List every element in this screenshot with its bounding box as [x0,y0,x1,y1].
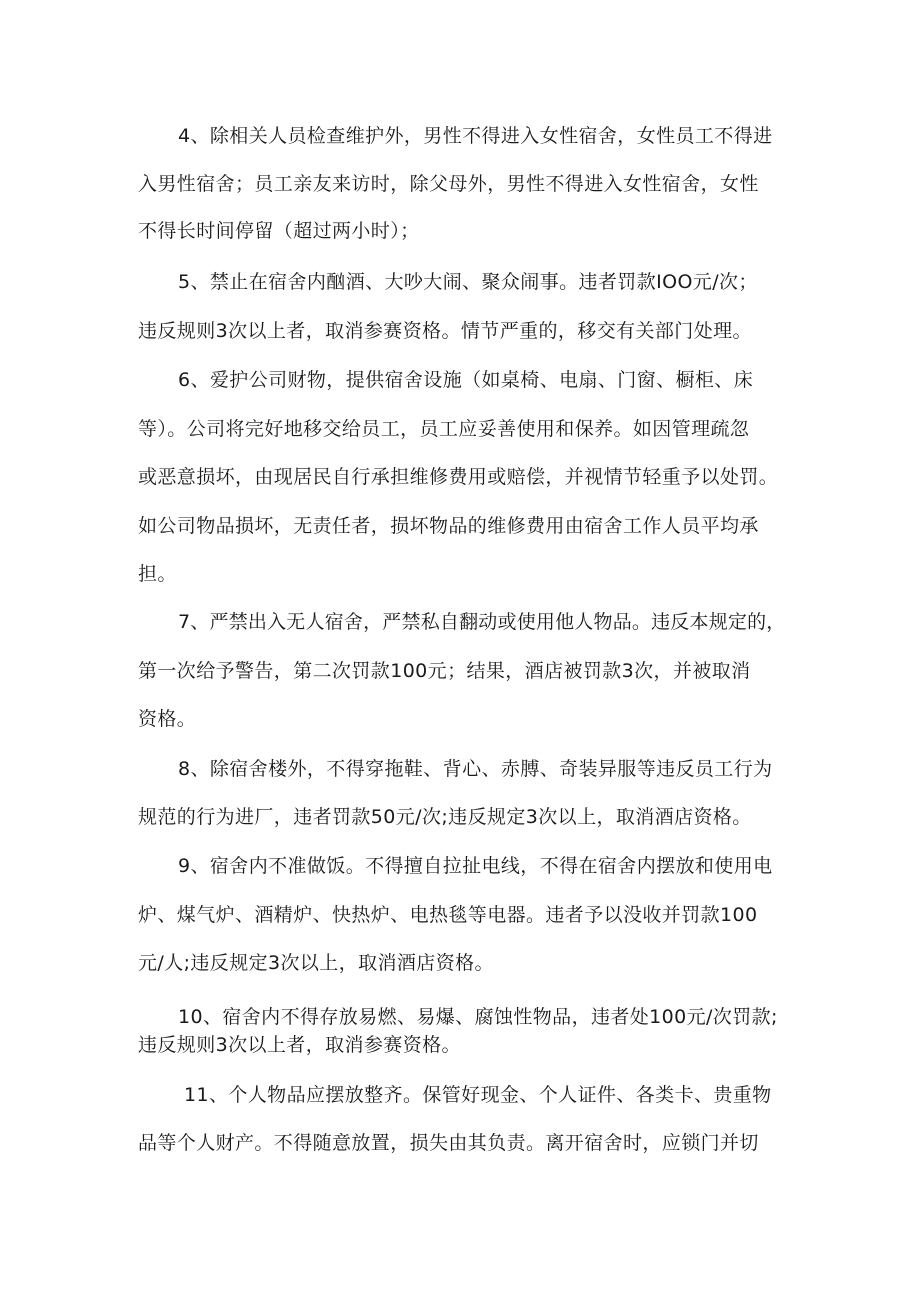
rule-5-line-1: 5、禁止在宿舍内酗酒、大吵大闹、聚众闹事。违者罚款IOO元/次； [178,271,758,293]
rule-9-line-1: 9、宿舍内不准做饭。不得擅自拉扯电线，不得在宿舍内摆放和使用电 [178,855,773,877]
rule-8-line-1: 8、除宿舍楼外，不得穿拖鞋、背心、赤膊、奇装异服等违反员工行为 [178,758,773,780]
rule-6-line-2: 等）。公司将完好地移交给员工，员工应妥善使用和保养。如因管理疏忽 [138,418,750,440]
rule-6-line-3: 或恶意损坏，由现居民自行承担维修费用或赔偿，并视情节轻重予以处罚。 [138,466,779,488]
rule-9-line-2: 炉、煤气炉、酒精炉、快热炉、电热毯等电器。违者予以没收并罚款100 [138,904,758,926]
rule-6-line-1: 6、爱护公司财物，提供宿舍设施（如桌椅、电扇、门窗、橱柜、床 [178,369,754,391]
rule-7-line-3: 资格。 [138,708,197,730]
rule-10-line-2: 违反规则3次以上者，取消参赛资格。 [138,1034,461,1056]
rule-10-line-1: 10、宿舍内不得存放易燃、易爆、腐蚀性物品，违者处100元/次罚款; [178,1006,778,1028]
rule-7-line-2: 第一次给予警告，第二次罚款100元；结果，酒店被罚款3次，并被取消 [138,660,751,682]
rule-4-line-1: 4、除相关人员检查维护外，男性不得进入女性宿舍，女性员工不得进 [178,125,773,147]
rule-6-line-5: 担。 [138,563,177,585]
rule-8-line-2: 规范的行为进厂，违者罚款50元/次;违反规定3次以上，取消酒店资格。 [138,806,752,828]
rule-5-line-2: 违反规则3次以上者，取消参赛资格。情节严重的，移交有关部门处理。 [138,320,752,342]
rule-11-line-2: 品等个人财产。不得随意放置，损失由其负责。离开宿舍时，应锁门并切 [138,1132,759,1154]
rule-7-line-1: 7、严禁出入无人宿舍，严禁私自翻动或使用他人物品。违反本规定的， [178,611,786,633]
rule-6-line-4: 如公司物品损坏，无责任者，损坏物品的维修费用由宿舍工作人员平均承 [138,515,759,537]
rule-4-line-2: 入男性宿舍；员工亲友来访时，除父母外，男性不得进入女性宿舍，女性 [138,173,759,195]
rule-11-line-1: 11、个人物品应摆放整齐。保管好现金、个人证件、各类卡、贵重物 [184,1084,772,1106]
rule-4-line-3: 不得长时间停留（超过两小时）； [138,220,420,242]
rule-9-line-3: 元/人;违反规定3次以上，取消酒店资格。 [138,952,494,974]
